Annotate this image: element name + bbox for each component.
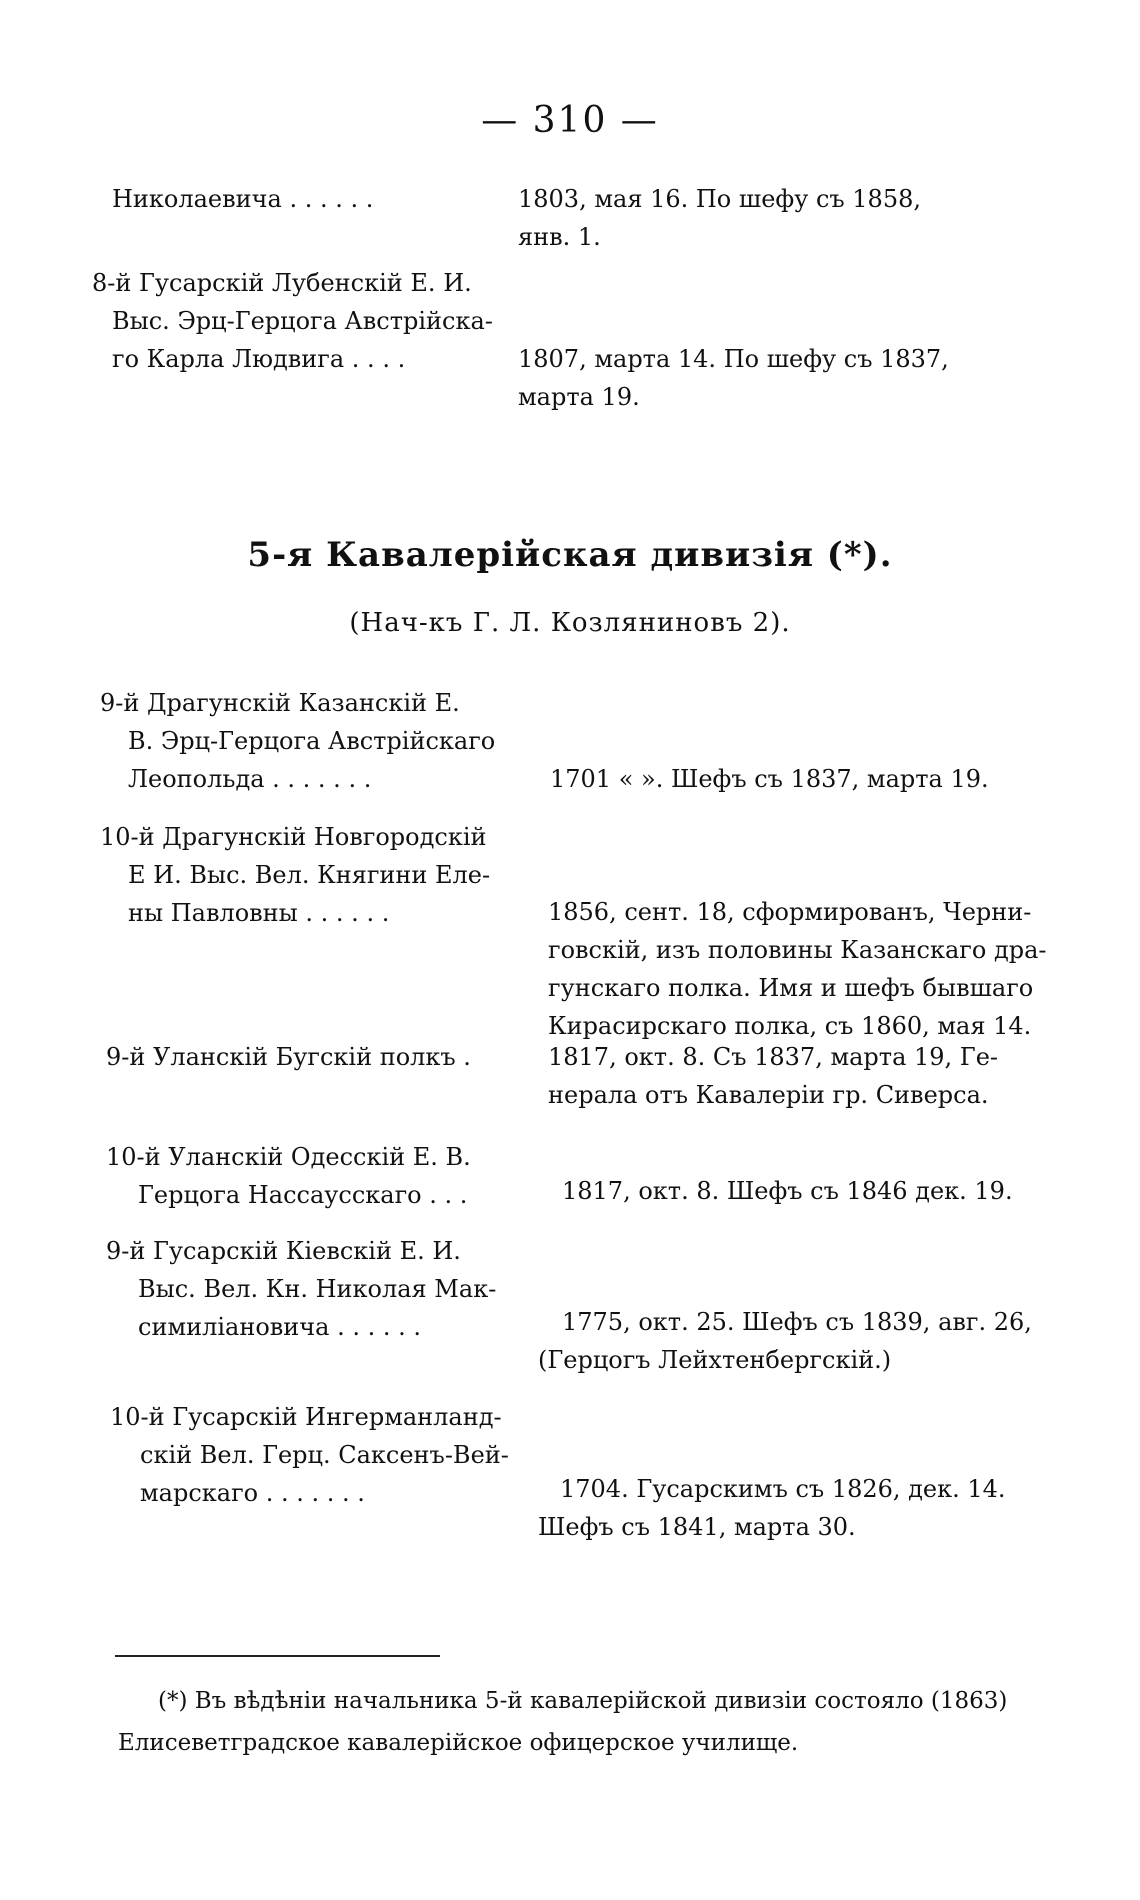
regiment-name-line: 8-й Гусарскій Лубенскій Е. И. bbox=[92, 269, 472, 297]
regiment-name-line: го Карла Людвига . . . . bbox=[112, 345, 406, 373]
regiment-note bbox=[538, 1303, 1062, 1379]
regiment-note-line: (Герцогъ Лейхтенбергскій.) bbox=[538, 1346, 892, 1374]
regiment-note-line: 1704. Гусарскимъ съ 1826, дек. 14. bbox=[560, 1475, 1006, 1503]
footnote bbox=[118, 1680, 1018, 1764]
footnote-line: (*) Въ вѣдѣніи начальника 5-й кавалерійской дивизіи состояло (1863) bbox=[158, 1688, 1008, 1714]
regiment-note bbox=[518, 340, 1018, 416]
regiment-name bbox=[106, 1038, 526, 1076]
regiment-note-line: 1775, окт. 25. Шефъ съ 1839, авг. 26, bbox=[562, 1308, 1032, 1336]
regiment-note-line: Шефъ съ 1841, марта 30. bbox=[538, 1513, 856, 1541]
regiment-name-line: Выс. Вел. Кн. Николая Мак- bbox=[138, 1275, 497, 1303]
regiment-name-line: скій Вел. Герц. Саксенъ-Вей- bbox=[140, 1441, 509, 1469]
regiment-name-line: В. Эрц-Герцога Австрійскаго bbox=[128, 727, 496, 755]
regiment-note-line: 1803, мая 16. По шефу съ 1858, bbox=[518, 185, 921, 213]
regiment-note bbox=[548, 893, 1048, 1045]
regiment-note bbox=[538, 1470, 1060, 1546]
regiment-name bbox=[106, 1138, 526, 1214]
regiment-note-line: гунскаго полка. Имя и шефъ бывшаго bbox=[548, 974, 1034, 1002]
regiment-note bbox=[518, 180, 1018, 256]
regiment-note-line: янв. 1. bbox=[518, 223, 601, 251]
regiment-name bbox=[100, 818, 520, 932]
regiment-note-line: марта 19. bbox=[518, 383, 640, 411]
regiment-name-line: Леопольда . . . . . . . bbox=[128, 765, 372, 793]
regiment-name-line: Е И. Выс. Вел. Княгини Еле- bbox=[128, 861, 491, 889]
regiment-note bbox=[550, 760, 1050, 798]
regiment-name-line: 10-й Уланскій Одесскій Е. В. bbox=[106, 1143, 471, 1171]
regiment-note-line: 1856, сент. 18, сформированъ, Черни- bbox=[548, 898, 1032, 926]
regiment-name bbox=[92, 264, 512, 378]
regiment-name-line: 10-й Гусарскій Ингерманланд- bbox=[110, 1403, 502, 1431]
footnote-line: Елисеветградское кавалерійское офицерское училище. bbox=[118, 1730, 799, 1756]
footnote-rule bbox=[115, 1655, 440, 1657]
regiment-name bbox=[106, 1232, 526, 1346]
regiment-name-line: 9-й Драгунскій Казанскій Е. bbox=[100, 689, 460, 717]
section-subheading: (Нач-къ Г. Л. Козляниновъ 2). bbox=[349, 608, 791, 638]
regiment-note-line: 1807, марта 14. По шефу съ 1837, bbox=[518, 345, 949, 373]
regiment-note bbox=[562, 1172, 1062, 1210]
regiment-note-line: 1817, окт. 8. Шефъ съ 1846 дек. 19. bbox=[562, 1177, 1013, 1205]
regiment-note-line: 1701 « ». Шефъ съ 1837, марта 19. bbox=[550, 765, 989, 793]
regiment-name-line: 9-й Уланскій Бугскій полкъ . bbox=[106, 1043, 471, 1071]
regiment-name-line: Герцога Нассаусскаго . . . bbox=[138, 1181, 468, 1209]
section-heading: 5-я Кавалерійская дивизія (*). bbox=[247, 535, 893, 575]
regiment-name-line: 9-й Гусарскій Кіевскій Е. И. bbox=[106, 1237, 461, 1265]
regiment-name bbox=[100, 684, 520, 798]
regiment-name-line: Николаевича . . . . . . bbox=[112, 185, 374, 213]
regiment-note-line: говскій, изъ половины Казанскаго дра- bbox=[548, 936, 1047, 964]
regiment-name-line: симиліановича . . . . . . bbox=[138, 1313, 422, 1341]
regiment-note-line: 1817, окт. 8. Съ 1837, марта 19, Ге- bbox=[548, 1043, 998, 1071]
page-number: — 310 — bbox=[481, 100, 659, 141]
regiment-name bbox=[110, 1398, 530, 1512]
regiment-note-line: Кирасирскаго полка, съ 1860, мая 14. bbox=[548, 1012, 1032, 1040]
regiment-note bbox=[548, 1038, 1048, 1114]
regiment-note-line: нерала отъ Кавалеріи гр. Сиверса. bbox=[548, 1081, 989, 1109]
regiment-name-line: 10-й Драгунскій Новгородскій bbox=[100, 823, 487, 851]
regiment-name-line: ны Павловны . . . . . . bbox=[128, 899, 390, 927]
regiment-name-line: Выс. Эрц-Герцога Австрійска- bbox=[112, 307, 493, 335]
regiment-name-line: марскаго . . . . . . . bbox=[140, 1479, 365, 1507]
regiment-name bbox=[112, 180, 532, 218]
